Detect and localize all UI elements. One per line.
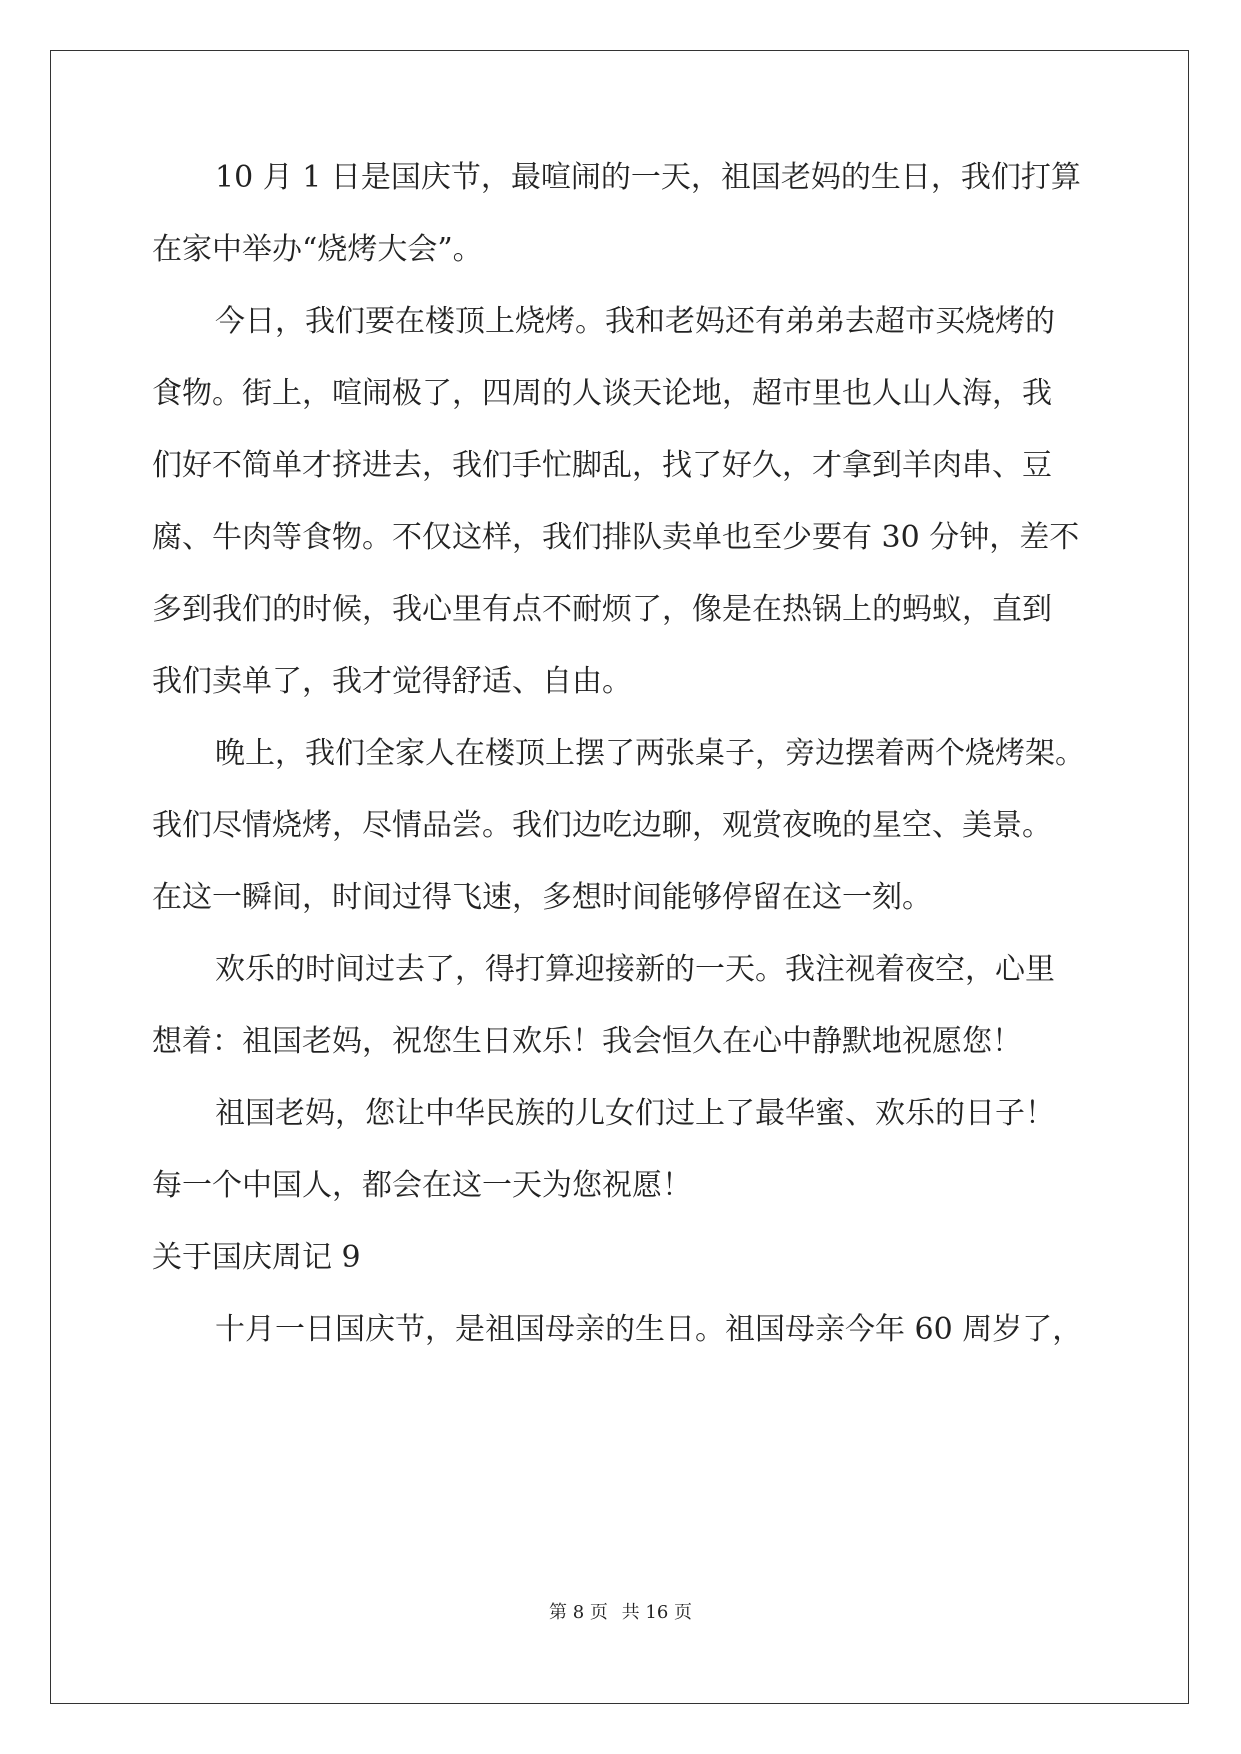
page-border: [50, 50, 1189, 1704]
paragraph-1-line-2: 在家中举办“烧烤大会”。: [152, 232, 483, 267]
page-total: 共 16 页: [621, 1602, 692, 1623]
paragraph-2-line-6: 我们卖单了，我才觉得舒适、自由。: [152, 664, 632, 699]
paragraph-3-line-2: 我们尽情烧烤，尽情品尝。我们边吃边聊，观赏夜晚的星空、美景。: [152, 808, 1052, 843]
paragraph-3-line-1: 晚上，我们全家人在楼顶上摆了两张桌子，旁边摆着两个烧烤架。: [215, 736, 1085, 771]
paragraph-3-line-3: 在这一瞬间，时间过得飞速，多想时间能够停留在这一刻。: [152, 880, 932, 915]
paragraph-2-line-4: 腐、牛肉等食物。不仅这样，我们排队卖单也至少要有 30 分钟，差不: [152, 520, 1080, 555]
paragraph-2-line-3: 们好不简单才挤进去，我们手忙脚乱，找了好久，才拿到羊肉串、豆: [152, 448, 1052, 483]
paragraph-6-line-1: 十月一日国庆节，是祖国母亲的生日。祖国母亲今年 60 周岁了，: [215, 1312, 1083, 1347]
paragraph-5-line-2: 每一个中国人，都会在这一天为您祝愿！: [152, 1168, 692, 1203]
paragraph-4-line-1: 欢乐的时间过去了，得打算迎接新的一天。我注视着夜空，心里: [215, 952, 1055, 987]
paragraph-2-line-2: 食物。街上，喧闹极了，四周的人谈天论地，超市里也人山人海，我: [152, 376, 1052, 411]
paragraph-5-line-1: 祖国老妈，您让中华民族的儿女们过上了最华蜜、欢乐的日子！: [215, 1096, 1055, 1131]
page-footer: [0, 1598, 1241, 1624]
paragraph-2-line-1: 今日，我们要在楼顶上烧烤。我和老妈还有弟弟去超市买烧烤的: [215, 304, 1055, 339]
paragraph-4-line-2: 想着：祖国老妈，祝您生日欢乐！我会恒久在心中静默地祝愿您！: [152, 1024, 1022, 1059]
page-number: 第 8 页: [549, 1602, 608, 1623]
paragraph-1-line-1: 10 月 1 日是国庆节，最喧闹的一天，祖国老妈的生日，我们打算: [215, 160, 1081, 195]
paragraph-2-line-5: 多到我们的时候，我心里有点不耐烦了，像是在热锅上的蚂蚁，直到: [152, 592, 1052, 627]
section-heading: 关于国庆周记 9: [152, 1240, 361, 1275]
